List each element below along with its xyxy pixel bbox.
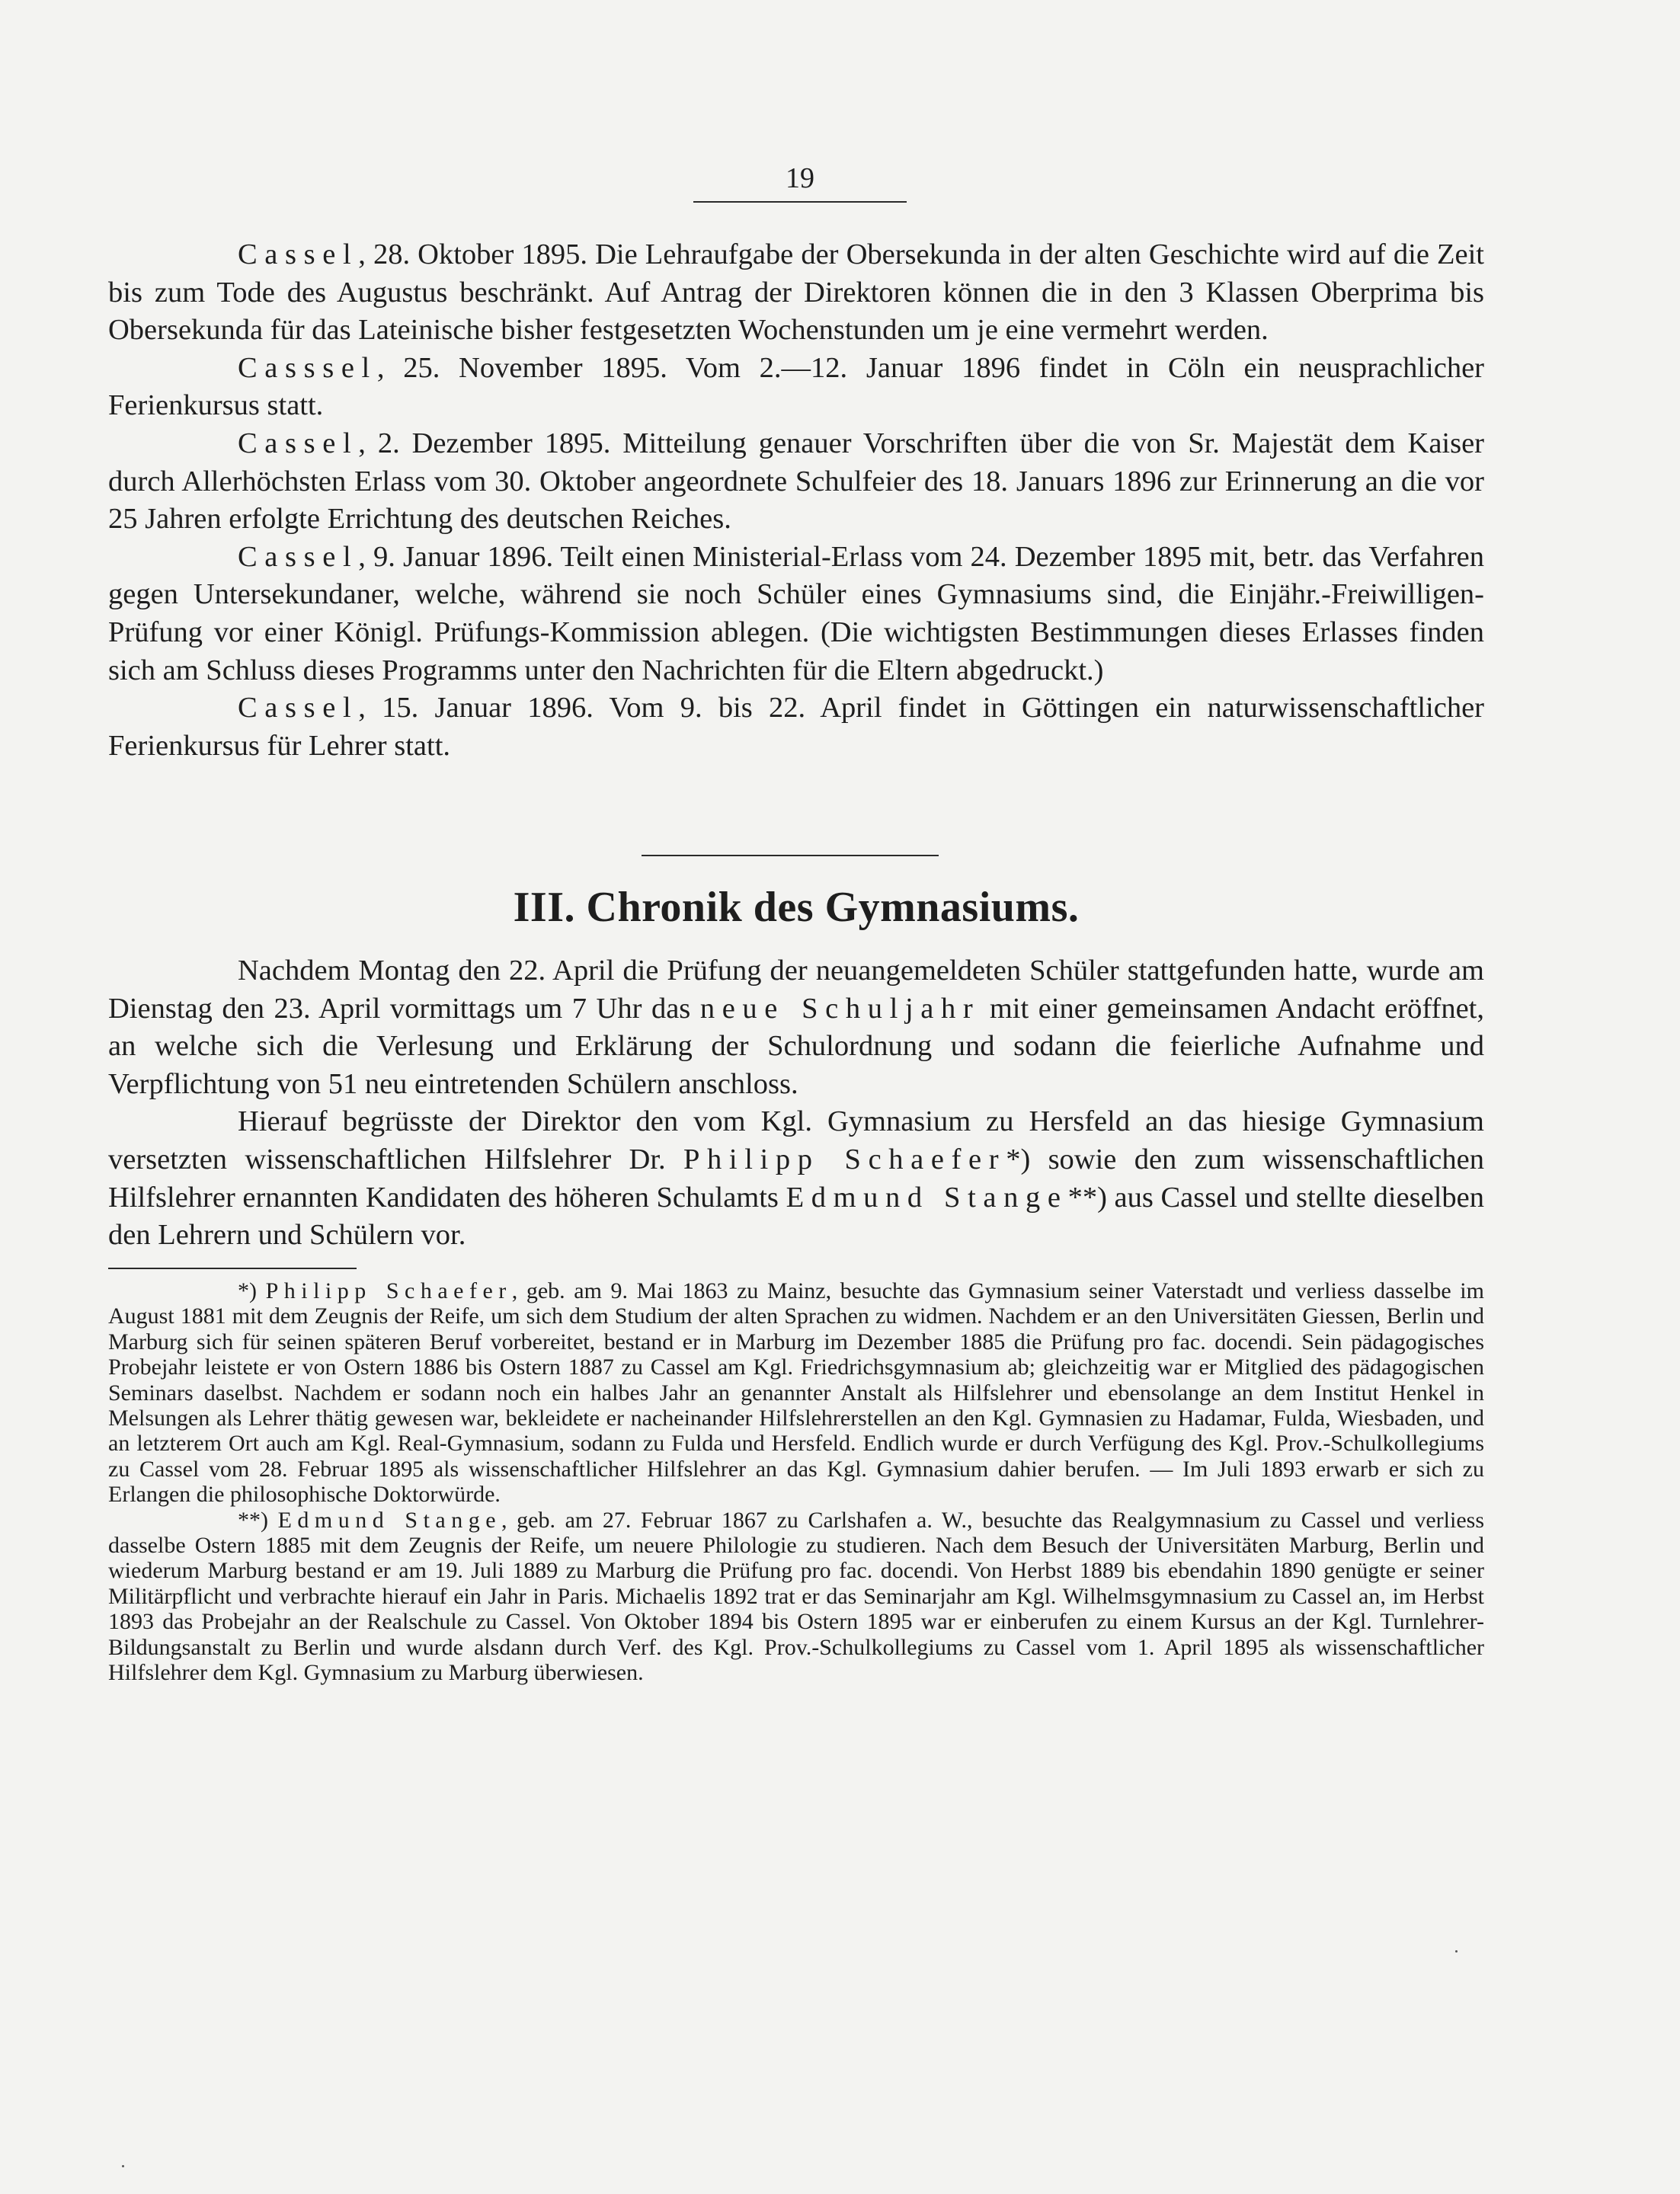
decree-text: , 25. November 1895. Vom 2.—12. Januar 1896 findet in Cöln ein neusprachlicher Ferienkursus statt. [108, 351, 1484, 422]
paper-speck [122, 2165, 124, 2167]
footnote-text: , geb. am 27. Februar 1867 zu Carlshafen a. W., besuchte das Realgymnasium zu Cassel und verliess dasselbe Ostern 1885 mit dem Zeugnis der Reife, um neuere Philologie zu studieren. Nach dem Besuch der Universitäten Marburg, Berlin und wiederum Marburg bestand er am 19. Juli 1889 zu Marburg die Prüfung pro fac. docendi. Von Herbst 1889 bis ebendahin 1890 genügte er seiner Militärpflicht und verbrachte hierauf ein Jahr in Paris. Michaelis 1892 trat er das Seminarjahr am Kgl. Wilhelmsgymnasium zu Cassel an, im Herbst 1893 das Probejahr an der Realschule zu Cassel. Von Oktober 1894 bis Ostern 1895 war er einberufen zu einem Kursus an der Kgl. Turnlehrer-Bildungsanstalt zu Berlin und wurde alsdann durch Verf. des Kgl. Prov.-Schulkollegiums zu Cassel vom 1. April 1895 als wissenschaftlicher Hilfslehrer dem Kgl. Gymnasium zu Marburg überwiesen. [108, 1507, 1484, 1686]
decree-paragraph [108, 350, 1484, 425]
chronik-text: **) aus Cassel und stellte dieselben den Lehrern und Schülern vor. [108, 1181, 1484, 1252]
decrees-section [108, 236, 1484, 765]
footnote-mark: **) [238, 1507, 278, 1533]
footnotes [108, 1278, 1484, 1686]
person-name: Philipp Schaefer [683, 1143, 1006, 1175]
decree-paragraph [108, 236, 1484, 350]
decree-place: Cassel [238, 427, 359, 459]
person-name: Philipp Schaefer [265, 1278, 512, 1303]
chronik-text: Hierauf begrüsste der Direktor den vom Kgl. Gymnasium zu Hersfeld an das hiesige Gymnasium versetzten wissenschaftlichen Hilfslehrer Dr. [108, 1105, 1484, 1175]
chronik-paragraph [108, 952, 1484, 1103]
chronik-section [108, 952, 1484, 1255]
section-divider [642, 855, 939, 856]
page-number: 19 [786, 162, 814, 194]
decree-paragraph [108, 689, 1484, 765]
chronik-text: mit einer gemeinsamen Andacht eröffnet, an welche sich die Verlesung und Erklärung der Schulordnung und sodann die feierliche Aufnahme und Verpflichtung von 51 neu eintretenden Schülern anschloss. [108, 992, 1485, 1100]
footnote [108, 1278, 1484, 1508]
footnote [108, 1508, 1484, 1686]
decree-text: , 15. Januar 1896. Vom 9. bis 22. April findet in Göttingen ein naturwissenschaftlicher Ferienkursus für Lehrer statt. [108, 692, 1484, 762]
chronik-text: *) sowie den zum wissenschaftlichen Hilfslehrer ernannten Kandidaten des höheren Schulamts [108, 1143, 1484, 1214]
decree-text: , 2. Dezember 1895. Mitteilung genauer Vorschriften über die von Sr. Majestät dem Kaiser durch Allerhöchsten Erlass vom 30. Oktober angeordnete Schulfeier des 18. Januars 1896 zur Erinnerung an die vor 25 Jahren erfolgte Errichtung des deutschen Reiches. [108, 427, 1484, 536]
person-name: Edmund Stange [786, 1181, 1068, 1214]
page-number-rule [693, 201, 907, 203]
decree-paragraph [108, 425, 1484, 539]
decree-text: , 28. Oktober 1895. Die Lehraufgabe der Obersekunda in der alten Geschichte wird auf die Zeit bis zum Tode des Augustus beschränkt. Auf Antrag der Direktoren können die in den 3 Klassen Oberprima bis Obersekunda für das Lateinische bisher festgesetzten Wochenstunden um je eine vermehrt werden. [108, 238, 1484, 347]
chronik-text: Nachdem Montag den 22. April die Prüfung der neuangemeldeten Schüler stattgefunden hatte, wurde am Dienstag den 23. April vormittags um 7 Uhr das [108, 955, 1484, 1025]
footnote-mark: *) [238, 1278, 266, 1303]
decree-place: Cassel [238, 692, 359, 724]
decree-place: Casssel [238, 351, 377, 384]
chronik-paragraph [108, 1103, 1484, 1254]
section-heading: III. Chronik des Gymnasiums. [513, 884, 1080, 931]
paper-speck [1455, 1950, 1458, 1953]
decree-place: Cassel [238, 540, 359, 573]
decree-place: Cassel [238, 238, 359, 270]
footnote-rule [108, 1268, 357, 1269]
chronik-emphasis: neue Schuljahr [699, 992, 981, 1025]
decree-text: , 9. Januar 1896. Teilt einen Ministerial-Erlass vom 24. Dezember 1895 mit, betr. das Verfahren gegen Untersekundaner, welche, während sie noch Schüler eines Gymnasiums sind, die Einjähr.-Freiwilligen-Prüfung vor einer Königl. Prüfungs-Kommission ablegen. (Die wichtigsten Bestimmungen dieses Erlasses finden sich am Schluss dieses Programms unter den Nachrichten für die Eltern abgedruckt.) [108, 540, 1484, 686]
decree-paragraph [108, 539, 1484, 689]
person-name: Edmund Stange [277, 1507, 502, 1533]
footnote-text: , geb. am 9. Mai 1863 zu Mainz, besuchte das Gymnasium seiner Vaterstadt und verliess dasselbe im August 1881 mit dem Zeugnis der Reife, um sich dem Studium der alten Sprachen zu widmen. Nachdem er an den Universitäten Giessen, Berlin und Marburg sich für seinen späteren Beruf vorbereitet, bestand er in Marburg im Dezember 1885 die Prüfung pro fac. docendi. Sein pädagogisches Probejahr leistete er von Ostern 1886 bis Ostern 1887 zu Cassel am Kgl. Friedrichsgymnasium ab; gleichzeitig war er Mitglied des pädagogischen Seminars daselbst. Nachdem er sodann noch ein halbes Jahr an genannter Anstalt als Hilfslehrer und ebensolange an dem Institut Henkel in Melsungen als Lehrer thätig gewesen war, bekleidete er nacheinander Hilfslehrerstellen an den Kgl. Gymnasien zu Hadamar, Fulda, Wiesbaden, und an letzterem Ort auch am Kgl. Real-Gymnasium, sodann zu Fulda und Hersfeld. Endlich wurde er durch Verfügung des Kgl. Prov.-Schulkollegiums zu Cassel vom 28. Februar 1895 als wissenschaftlicher Hilfslehrer an das Kgl. Gymnasium dahier berufen. — Im Juli 1893 erwarb er sich zu Erlangen die philosophische Doktorwürde. [108, 1278, 1484, 1508]
